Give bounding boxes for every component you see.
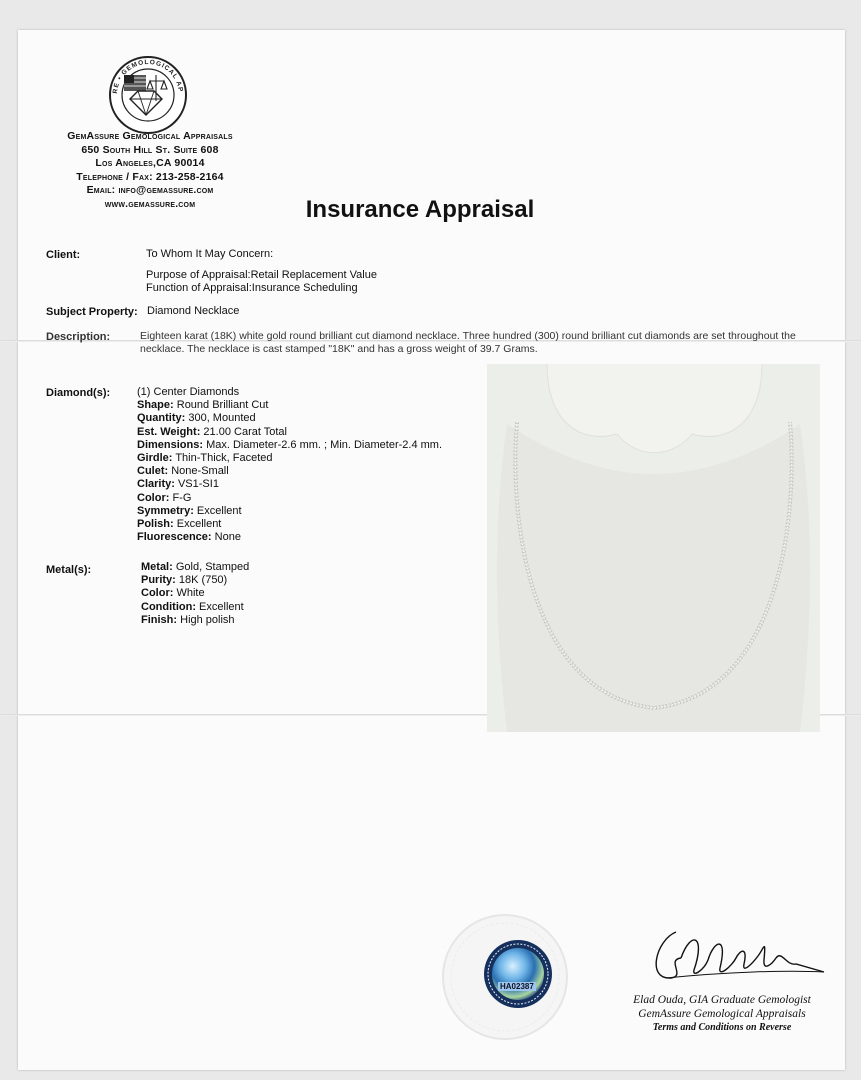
svg-text:GEMASSURE • GEMOLOGICAL APPRAI: RE • GEMOLOGICAL AP (111, 58, 184, 95)
diamond-spec-value: Round Brilliant Cut (176, 399, 269, 412)
company-name: GemAssure Gemological Appraisals (67, 130, 233, 142)
diamond-heading: (1) Center Diamonds (137, 386, 240, 398)
company-email: Email: info@gemassure.com (86, 184, 214, 196)
client-label: Client: (46, 249, 81, 261)
diamond-spec-value: 300, Mounted (188, 412, 256, 425)
metal-spec-row (141, 587, 249, 600)
diamond-spec-key: Clarity: (137, 478, 175, 491)
diamond-spec-row (137, 478, 442, 491)
signature-block (612, 994, 832, 1035)
company-website: www.gemassure.com (104, 197, 196, 210)
metal-spec-value: 18K (750) (178, 574, 228, 587)
logo-ring-text (108, 55, 188, 135)
metal-spec-key: Color: (141, 587, 174, 600)
diamond-spec-row (137, 465, 442, 478)
security-hologram-seal (440, 912, 570, 1042)
necklace-photo (487, 364, 820, 732)
hologram-serial: HA02387 (500, 982, 534, 991)
diamond-spec-value: F-G (172, 491, 192, 504)
terms-note: Terms and Conditions on Reverse (652, 1022, 792, 1033)
diamond-spec-row (137, 439, 442, 452)
diamond-spec-value: Max. Diameter-2.6 mm. ; Min. Diameter-2.4 mm. (206, 438, 443, 451)
metals-label: Metal(s): (46, 564, 92, 576)
description-text: Eighteen karat (18K) white gold round brilliant cut diamond necklace. Three hundred (300) round brilliant cut diamonds are set throughout the necklace. The necklace is cast stamped "18K" and has a gross weight of 39.7 Grams. (140, 330, 796, 355)
company-header (30, 130, 270, 211)
diamond-specs (137, 386, 442, 544)
diamond-spec-value: 21.00 Carat Total (203, 425, 287, 438)
company-address-line1: 650 South Hill St. Suite 608 (81, 143, 219, 156)
diamond-spec-row (137, 452, 442, 465)
diamond-spec-key: Girdle: (137, 452, 173, 465)
appraisal-function: Function of Appraisal:Insurance Scheduling (146, 282, 358, 294)
diamonds-label: Diamond(s): (46, 387, 111, 399)
client-value: To Whom It May Concern: (146, 248, 274, 260)
metal-spec-value: Excellent (199, 600, 244, 613)
metal-spec-key: Finish: (141, 613, 178, 626)
diamond-spec-value: Excellent (196, 504, 242, 517)
diamond-spec-row (137, 492, 442, 505)
metal-specs (141, 561, 249, 627)
document-title: Insurance Appraisal (305, 196, 535, 223)
metal-spec-value: White (176, 587, 205, 600)
diamond-spec-key: Culet: (137, 465, 169, 478)
diamond-spec-row (137, 412, 442, 425)
metal-spec-row (141, 601, 249, 614)
handwritten-signature (636, 920, 826, 990)
subject-property-value: Diamond Necklace (147, 305, 240, 317)
company-phone: Telephone / Fax: 213-258-2164 (76, 170, 224, 183)
appraisal-purpose: Purpose of Appraisal:Retail Replacement Value (146, 269, 377, 281)
metal-spec-value: Gold, Stamped (175, 561, 250, 573)
diamond-spec-value: None (214, 531, 241, 544)
signer-company: GemAssure Gemological Appraisals (638, 1007, 806, 1020)
diamond-spec-key: Shape: (137, 399, 174, 412)
description-label: Description: (46, 331, 111, 343)
diamond-spec-row (137, 399, 442, 412)
diamond-spec-value: VS1-SI1 (177, 478, 219, 491)
diamond-spec-row (137, 505, 442, 518)
metal-spec-key: Condition: (141, 600, 196, 613)
diamond-spec-key: Est. Weight: (137, 425, 201, 438)
diamond-spec-row (137, 518, 442, 531)
metal-spec-key: Metal: (141, 561, 173, 573)
diamond-spec-row (137, 531, 442, 544)
diamond-spec-key: Symmetry: (137, 504, 194, 517)
signer-name: Elad Ouda, GIA Graduate Gemologist (633, 994, 811, 1006)
metal-spec-key: Purity: (141, 574, 176, 587)
diamond-spec-value: Thin-Thick, Faceted (175, 452, 273, 465)
metal-spec-row (141, 614, 249, 627)
diamond-spec-key: Dimensions: (137, 438, 204, 451)
subject-property-label: Subject Property: (46, 306, 138, 318)
diamond-spec-value: None-Small (171, 465, 229, 478)
diamond-spec-key: Color: (137, 491, 170, 504)
company-address-line2: Los Angeles,CA 90014 (95, 157, 205, 169)
metal-spec-value: High polish (180, 613, 235, 626)
diamond-spec-row (137, 426, 442, 439)
diamond-spec-value: Excellent (176, 518, 222, 531)
metal-spec-row (141, 574, 249, 587)
diamond-spec-key: Polish: (137, 518, 174, 531)
diamond-spec-key: Quantity: (137, 412, 186, 425)
metal-spec-row (141, 561, 249, 574)
diamond-spec-key: Fluorescence: (137, 531, 212, 544)
